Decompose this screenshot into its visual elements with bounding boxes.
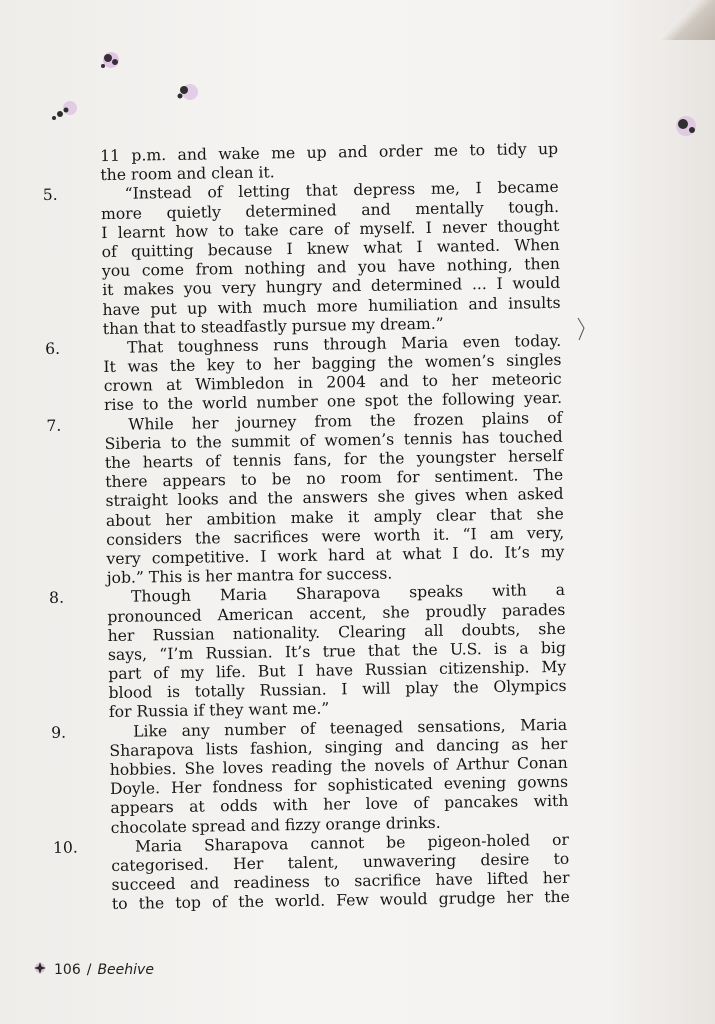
- line-text: blood is totally Russian. I will play the Olympics: [108, 677, 567, 703]
- line-text: hobbies. She loves reading the novels of Arthur Conan: [109, 753, 568, 780]
- line-text: says, “I’m Russian. It’s true that the U.S. is a big: [107, 638, 567, 664]
- line-text: job.” This is her mantra for success.: [106, 564, 393, 588]
- line-text: While her journey from the frozen plains of: [128, 408, 563, 434]
- page-footer: [32, 960, 154, 980]
- page-corner-shadow: [655, 0, 715, 40]
- book-title: Beehive: [97, 962, 154, 978]
- line-text: to the top of the world. Few would grudge her the: [111, 888, 570, 914]
- margin-mark: [574, 316, 590, 342]
- line-text: appears at odds with her love of pancakes with: [110, 792, 569, 818]
- line-text: you come from nothing and you have nothing, then: [101, 255, 561, 281]
- line-text: rise to the world number one spot the following year.: [103, 389, 563, 415]
- line-text: It was the key to her bagging the women’s singles: [103, 350, 562, 377]
- star-ornament-icon: [32, 960, 48, 980]
- ink-splash-decoration: [96, 46, 126, 74]
- ink-splash-decoration: [668, 108, 704, 142]
- paragraph-number: 7.: [46, 416, 62, 435]
- ink-splash-decoration: [48, 96, 88, 126]
- page-number: 106: [54, 962, 81, 978]
- line-text: Maria Sharapova cannot be pigeon-holed or: [134, 830, 570, 856]
- line-text: straight looks and the answers she gives when asked: [105, 485, 564, 511]
- line-text: succeed and readiness to sacrifice have lifted her: [111, 868, 570, 895]
- line-text: the hearts of tennis fans, for the youngster herself: [104, 446, 564, 473]
- line-text: categorised. Her talent, unwavering desire to: [111, 849, 570, 875]
- line-text: the room and clean it.: [100, 163, 275, 185]
- line-text: That toughness runs through Maria even today.: [127, 331, 562, 357]
- paragraph-number: 5.: [42, 186, 58, 205]
- line-text: have put up with much more humiliation and insults: [102, 293, 561, 319]
- line-text: Siberia to the summit of women’s tennis has touched: [104, 427, 563, 453]
- line-text: crown at Wimbledon in 2004 and to her meteoric: [103, 370, 562, 396]
- ink-splash-decoration: [170, 78, 206, 108]
- line-text: about her ambition make it amply clear that she: [105, 504, 564, 530]
- paragraph-number: 6.: [45, 339, 61, 358]
- line-text: it makes you very hungry and determined ... I would: [102, 274, 561, 300]
- footer-separator: /: [86, 962, 92, 978]
- line-text: of quitting because I knew what I wanted. When: [101, 235, 560, 262]
- paragraph-number: 10.: [52, 838, 78, 857]
- line-text: chocolate spread and fizzy orange drinks.: [110, 813, 441, 837]
- line-text: part of my life. But I have Russian citizenship. My: [108, 657, 567, 684]
- line-text: 11 p.m. and wake me up and order me to tidy up: [99, 139, 559, 166]
- line-text: “Instead of letting that depress me, I became: [124, 178, 559, 204]
- body-text: [42, 140, 574, 916]
- line-text: Doyle. Her fondness for sophisticated evening gowns: [109, 773, 569, 799]
- line-text: Sharapova lists fashion, singing and dancing as her: [109, 734, 568, 760]
- line-text: more quietly determined and mentally tough.: [100, 197, 560, 223]
- line-text: than that to steadfastly pursue my dream.”: [102, 314, 444, 338]
- line-text: for Russia if they want me.”: [108, 699, 330, 722]
- paragraph-number: 8.: [48, 589, 65, 608]
- line-text: Like any number of teenaged sensations, Maria: [133, 715, 568, 741]
- line-text: pronounced American accent, she proudly parades: [107, 600, 566, 626]
- line-text: there appears to be no room for sentiment. The: [105, 466, 564, 492]
- line-text: her Russian nationality. Clearing all doubts, she: [107, 619, 566, 645]
- line-text: very competitive. I work hard at what I do. It’s my: [106, 542, 565, 568]
- paragraph-number: 9.: [51, 723, 67, 742]
- line-text: considers the sacrifices were worth it. “I am very,: [106, 523, 565, 549]
- line-text: Though Maria Sharapova speaks with a: [130, 581, 566, 606]
- line-text: I learnt how to take care of myself. I never thought: [101, 216, 560, 242]
